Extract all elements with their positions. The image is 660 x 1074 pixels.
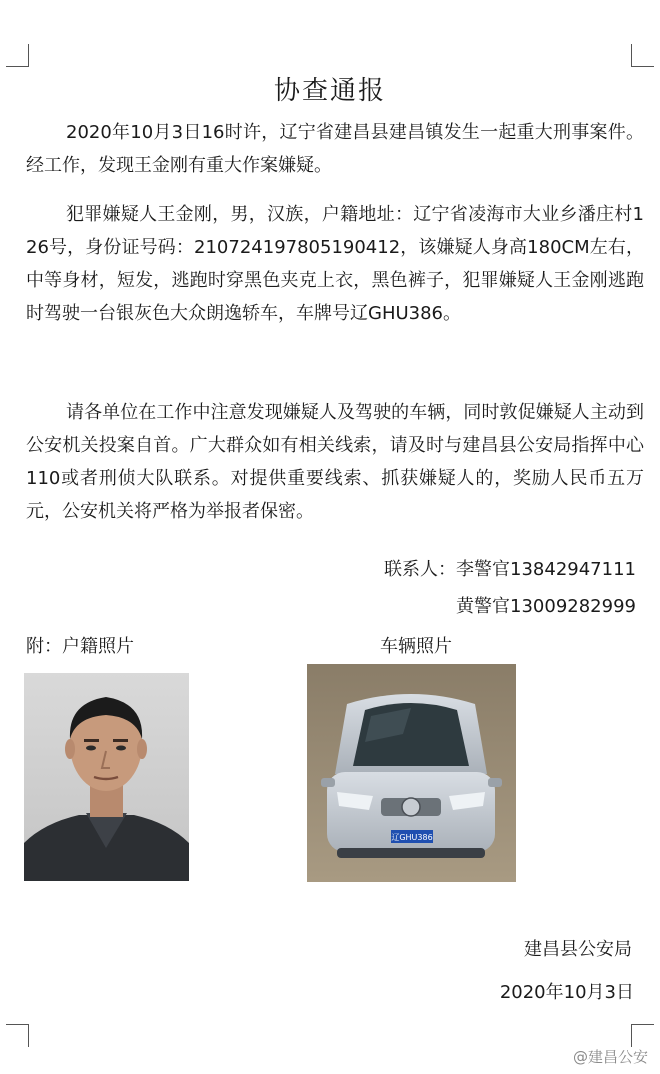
paragraph-incident: 2020年10月3日16时许，辽宁省建昌县建昌镇发生一起重大刑事案件。经工作，发现王金刚有重大作案嫌疑。 xyxy=(26,122,644,176)
contact-line-2: 黄警官13009282999 xyxy=(456,596,636,617)
suspect-photo xyxy=(24,673,189,881)
crop-mark-top-left xyxy=(6,44,29,67)
crop-mark-bottom-right xyxy=(631,1024,654,1047)
crop-mark-bottom-left xyxy=(6,1024,29,1047)
issuing-authority: 建昌县公安局 xyxy=(524,939,632,960)
license-plate-text: 辽GHU386 xyxy=(391,833,433,842)
crop-mark-top-right xyxy=(631,44,654,67)
vehicle-photo xyxy=(307,664,516,882)
watermark: @建昌公安 xyxy=(572,1048,648,1066)
contact-line-1: 联系人：李警官13842947111 xyxy=(384,559,636,580)
paragraph-appeal: 请各单位在工作中注意发现嫌疑人及驾驶的车辆，同时敦促嫌疑人主动到公安机关投案自首。广大群众如有相关线索，请及时与建昌县公安局指挥中心110或者刑侦大队联系。对提供重要线索、抓获嫌疑人的，奖励人民币五万元，公安机关将严格为举报者保密。 xyxy=(26,402,644,522)
issue-date: 2020年10月3日 xyxy=(499,982,634,1003)
id-photo-caption: 附：户籍照片 xyxy=(26,636,134,657)
car-photo-caption: 车辆照片 xyxy=(380,636,452,657)
notice-title: 协查通报 xyxy=(273,76,386,106)
paragraph-suspect-details: 犯罪嫌疑人王金刚，男，汉族，户籍地址：辽宁省凌海市大业乡潘庄村126号，身份证号码：210724197805190412，该嫌疑人身高180CM左右，中等身材，短发，逃跑时穿黑色夹克上衣，黑色裤子，犯罪嫌疑人王金刚逃跑时驾驶一台银灰色大众朗逸轿车，车牌号辽GHU386。 xyxy=(26,204,644,324)
